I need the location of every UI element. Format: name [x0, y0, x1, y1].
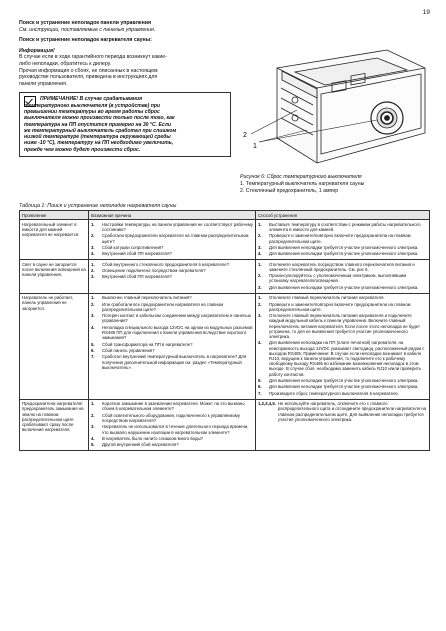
- figure-label-1: 1: [253, 143, 257, 150]
- fix-item: [258, 245, 427, 250]
- table-row: [20, 399, 430, 451]
- table-header-row: [20, 211, 430, 220]
- item-text: Выключен главный переключатель питания?: [102, 295, 192, 301]
- fix-item: [258, 378, 427, 383]
- item-number: 2.: [258, 301, 262, 307]
- figure-caption-item: 2. Стеклянный предохранитель, 1 ампер: [240, 187, 339, 194]
- symptom-cell: Предохранители нагревателя/ предохранитель замыкания на землю на главном распределительном щите срабатывают сразу после включения нагревателя.: [20, 399, 89, 451]
- cause-item: [91, 268, 253, 273]
- troubleshooting-table: [19, 210, 430, 451]
- symptom-cell: Нагревательный элемент в емкости для камней нагревателя не нагревается.: [20, 220, 89, 260]
- heading-control-panel: Поиск и устранение неполадок панели управления: [19, 20, 152, 26]
- item-text: Для выявления неполадки требуется участие уполномоченного электрика.: [269, 378, 419, 384]
- note-line: же температурный выключатель сработал при слишком: [24, 127, 177, 134]
- cause-item: [91, 274, 253, 279]
- fix-list: [258, 401, 427, 422]
- symptom-cell: Свет в сауне не загорается после включения освещения на панели управления.: [20, 260, 89, 294]
- item-text: Освещение подключено посредством нагревателя?: [102, 268, 206, 274]
- heater-device-illustration: [237, 38, 429, 170]
- cause-item: [91, 424, 253, 434]
- cause-cell: [89, 293, 256, 399]
- cause-item: [91, 413, 253, 423]
- cause-item: [91, 354, 253, 370]
- item-text: Проконсультируйтесь с уполномоченным электриком, выполнявшим установку нагревателя/освещения.: [269, 273, 407, 284]
- item-text: Произведите сброс температурного выключателя в нагревателе.: [269, 390, 399, 396]
- item-number: 2.: [258, 233, 262, 239]
- item-number: 2.: [91, 301, 95, 307]
- item-text: Потерян контакт в кабельном соединении между нагревателем и панелью управления?: [102, 313, 251, 324]
- note-line: температура на ПП опустится примерно на 30 °C. Если: [24, 121, 172, 128]
- item-text: Или сработали все предохранители нагревателя на главном распределительном щите?: [102, 301, 224, 312]
- fix-cell: [256, 260, 430, 294]
- fix-item: [258, 340, 427, 376]
- note-line: прежде чем можно будет произвести сброс.: [24, 146, 141, 153]
- item-text: Не используйте нагреватель, отключите его с главного распределительного щита и отсоедините предохранители нагревателя на главном распределительном щите. Для выявления неполадки требуется участие уполномоченного электрика.: [277, 401, 426, 422]
- fix-item: [258, 391, 427, 396]
- fix-list: [258, 295, 427, 396]
- item-text: Нагреватель не использовался в течение длительного периода времени, что вызвало нарушение изоляции в нагревательном элементе?: [102, 424, 249, 435]
- cause-cell: [89, 260, 256, 294]
- fix-cell: [256, 399, 430, 451]
- item-number: 4.: [258, 340, 262, 346]
- item-number: 5.: [258, 378, 262, 384]
- note-box: [19, 92, 231, 157]
- table-row: [20, 220, 430, 260]
- item-text: Сбой осветительного оборудования, подключенного к управляемому посредством нагревателя?: [102, 412, 241, 424]
- item-number: 3.: [258, 244, 262, 250]
- cause-list: [91, 401, 253, 447]
- item-text: Сработал внутренний температурный выключатель в нагревателе? Для получения дополнительной информации см. раздел «Температурный выключатель».: [102, 354, 247, 370]
- figure-caption-title: Рисунок 6: Сброс температурного выключателя: [240, 174, 362, 180]
- fix-item: [258, 313, 427, 339]
- item-number: 4.: [91, 436, 95, 441]
- info-line: либо неполадки, обратитесь к дилеру.: [19, 60, 112, 67]
- item-number: 3.: [258, 284, 262, 290]
- fix-item: [258, 285, 427, 290]
- item-number: 2.: [91, 233, 95, 239]
- item-text: Другой внутренний сбой нагревателя?: [102, 442, 179, 448]
- info-line: панели управления.: [19, 80, 68, 87]
- note-line: выключателя можно произвести только после того, как: [24, 115, 175, 122]
- item-number: 3.: [91, 244, 95, 250]
- fix-item: [258, 251, 427, 256]
- item-text: Проверьте и замените/повторно включите предохранители на главном распределительном щите.: [269, 233, 411, 244]
- fix-item: [258, 384, 427, 389]
- cause-list: [91, 222, 253, 257]
- figure-caption-item: 1. Температурный выключатель нагревателя сауны: [240, 180, 365, 187]
- heading-heater: Поиск и устранение неполадок нагревателя сауны:: [19, 37, 152, 44]
- item-text: Отключите главный переключатель питания нагревателя.: [269, 295, 385, 301]
- item-number: 1.: [258, 295, 262, 301]
- item-number: 1.: [91, 295, 95, 301]
- item-text: Внутренний сбой ПП нагревателя?: [102, 251, 172, 257]
- item-text: Выставьте температуру в соответствии с режимом работы нагревательного элемента в емкости для камней.: [269, 221, 421, 232]
- item-number: 5.: [91, 341, 95, 347]
- symptom-cell: Нагреватель не работает, панель управления не загорается.: [20, 293, 89, 399]
- note-line: низкой температуре (температура окружающей среды: [24, 134, 171, 141]
- fix-item: [258, 222, 427, 232]
- note-line: ниже -10 °C), температуру на ПП необходимо увеличить,: [24, 140, 174, 147]
- note-line: температурного выключателя (в устройстве) при: [24, 102, 161, 109]
- page-number: 19: [422, 9, 430, 16]
- item-number: 1,2,3,4,5.: [258, 401, 276, 407]
- item-number: 3.: [91, 313, 95, 319]
- item-text: Настройки температуры на панели управления не соответствуют рабочему состоянию?: [102, 221, 254, 232]
- figure-label-2: 2: [243, 132, 247, 139]
- item-number: 6.: [91, 348, 95, 354]
- item-text: Сбой трансформатора на ПП в нагревателе?: [102, 341, 193, 347]
- item-number: 6.: [258, 384, 262, 390]
- cause-item: [91, 262, 253, 267]
- info-line: руководстве пользователя, приведена в инструкциях для: [19, 74, 158, 81]
- item-text: Внутренний сбой ПП нагревателя?: [102, 274, 172, 280]
- column-header: Проявление: [20, 211, 89, 220]
- item-number: 2.: [91, 268, 95, 274]
- figure-caption: [240, 174, 440, 194]
- item-number: 5.: [91, 442, 95, 448]
- fix-item: [258, 302, 427, 312]
- cause-item: [91, 245, 253, 250]
- item-text: Для выявления неполадки требуется участие уполномоченного электрика.: [269, 251, 419, 257]
- item-text: Сбой внутреннего стеклянного предохранителя в нагревателе?: [102, 261, 230, 267]
- fix-list: [258, 222, 427, 257]
- item-number: 1.: [91, 401, 95, 407]
- left-column: [19, 20, 231, 157]
- item-number: 1.: [91, 261, 95, 267]
- cause-item: [91, 302, 253, 312]
- cause-item: [91, 436, 253, 441]
- note-line: превышении температуры во время работы сброс: [24, 108, 160, 115]
- fix-list: [258, 262, 427, 290]
- table-row: [20, 260, 430, 294]
- item-text: Для выявления неполадки требуется участие уполномоченного электрика.: [269, 284, 419, 290]
- info-label: Информация!: [19, 47, 55, 54]
- column-header: Возможная причина: [89, 211, 256, 220]
- cause-item: [91, 251, 253, 256]
- item-number: 4.: [91, 324, 95, 330]
- item-number: 1.: [258, 221, 262, 227]
- item-text: В нагреватель было налито слишком много воды?: [102, 436, 203, 441]
- item-text: Сбой панель управления?: [102, 348, 155, 354]
- item-text: Отключите главный переключатель питания нагревателя и подключите каждый модульный кабель к панели управления. Включите главный переключатель питания нагревателя. Если после этого неполадка не будет устранена, то для ее выявления требуется участие уполномоченного электрика.: [269, 313, 420, 340]
- item-text: Сработали предохранители нагревателя на главном распределительном щите?: [102, 233, 249, 244]
- cause-item: [91, 222, 253, 232]
- info-line: Прочая информация о сбоях, не описанных в настоящем: [19, 67, 158, 74]
- fix-item: [258, 233, 427, 243]
- cause-item: [91, 295, 253, 300]
- fix-cell: [256, 220, 430, 260]
- item-number: 1.: [258, 261, 262, 267]
- info-line: В случае если в ходе гарантийного периода возникнут какие-: [19, 54, 167, 61]
- item-text: Для выявления неполадки требуется участие уполномоченного электрика.: [269, 244, 419, 250]
- item-text: Проверьте и замените/повторно включите предохранители на главном распределительном щите.: [269, 301, 411, 312]
- table-row: [20, 293, 430, 399]
- subheading-control-panel: См. инструкции, поставляемые с панелью управления.: [19, 26, 156, 33]
- cause-item: [91, 325, 253, 341]
- item-text: Отключите нагреватель посредством главного переключателя питания и замените стеклянный предохранитель. См. рис 6.: [269, 261, 415, 272]
- fix-item: [258, 262, 427, 272]
- item-text: Неполадка специального выхода 12VDC на одном из модульных разъемов RS485 ПП для подключения к панели управления вследствие короткого замыкания?: [102, 324, 253, 341]
- item-number: 3.: [91, 274, 95, 280]
- item-text: Короткое замыкание в заземлении нагревателя. Может ли это вызвано сбоем в нагревательном элементе?: [102, 401, 245, 412]
- cause-item: [91, 233, 253, 243]
- cause-cell: [89, 220, 256, 260]
- checkmark-icon: [24, 96, 36, 107]
- cause-item: [91, 401, 253, 411]
- fix-item: [258, 273, 427, 283]
- column-header: Способ устранения: [256, 211, 430, 220]
- cause-cell: [89, 399, 256, 451]
- cause-list: [91, 262, 253, 280]
- item-number: 7.: [91, 354, 95, 360]
- item-number: 4.: [91, 251, 95, 257]
- item-number: 7.: [258, 390, 262, 396]
- item-number: 3.: [258, 313, 262, 319]
- item-text: Для выявления неполадки на ПП (плате печатной) нагревателя, на неисправность выхода 12VDC указывает светодиод, расположенный рядом с выходом RS485. Примечание: В случае если неполадка возникает в кабеле RJ10, ведущем к панели управления, то подключите его к рабочему свободному выходу RS485 во избежание возникновения неполадок в этом выходе. В случае сбоя, необходимо заменить кабель RJ10 и/или проверить работу контактов.: [269, 340, 425, 377]
- fix-item: [258, 295, 427, 300]
- note-head: ПРИМЕЧАНИЕ! В случае срабатывания: [40, 96, 143, 103]
- item-number: 3.: [91, 424, 95, 430]
- cause-item: [91, 348, 253, 353]
- fix-cell: [256, 293, 430, 399]
- item-number: 1.: [91, 221, 95, 227]
- item-text: Для выявления неполадки требуется участие уполномоченного электрика.: [269, 384, 419, 390]
- item-text: Сбой катушки сопротивления?: [102, 244, 164, 250]
- cause-item: [91, 442, 253, 447]
- fix-item: [258, 401, 427, 422]
- cause-item: [91, 342, 253, 347]
- item-number: 2.: [258, 273, 262, 279]
- cause-list: [91, 295, 253, 370]
- cause-item: [91, 313, 253, 323]
- table-caption: Таблица 1: Поиск и устранение неполадок нагревателя сауны: [19, 203, 177, 209]
- item-number: 4.: [258, 251, 262, 257]
- item-number: 2.: [91, 412, 95, 418]
